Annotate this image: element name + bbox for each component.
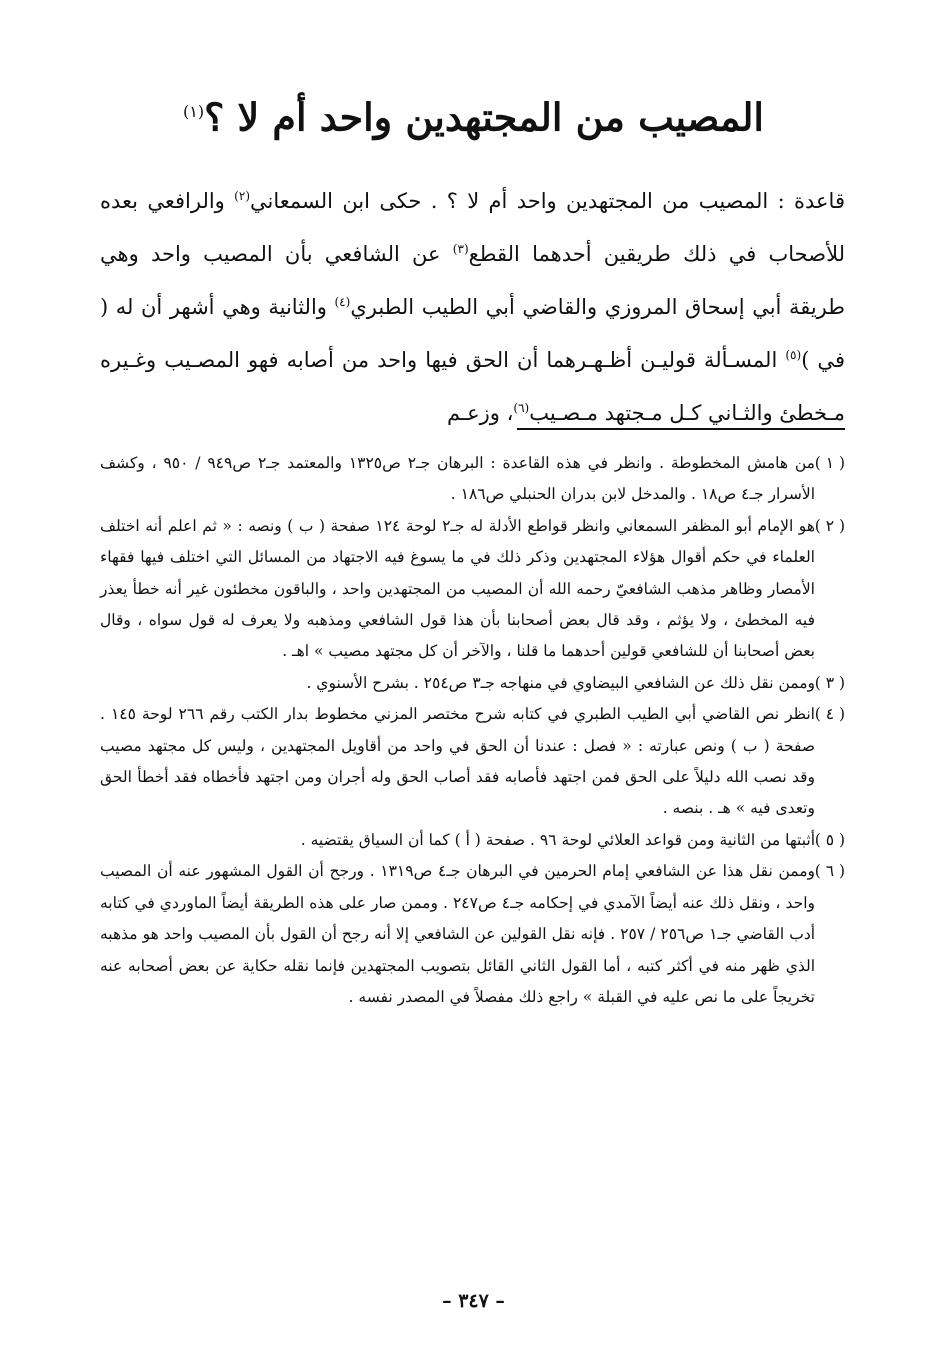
footnote-number: ( ٣ ) xyxy=(814,673,845,692)
footnote-line: أثبتها من الثانية ومن قواعد العلائي لوحة ٩٦ . صفحة ( أ ) كما أن السياق يقتضيه . xyxy=(300,830,815,849)
footnote-1 xyxy=(100,448,845,511)
footnote-line: الاجتهاد من المسائل التي اختلف فيها فقهاء الأمصار وظاهر مذهب الشافعيّ رحمه الله أن xyxy=(100,548,815,598)
footnote-2 xyxy=(100,511,845,668)
footnote-line: القولين عن الشافعي إلا أنه رجح أن القول بأن المصيب واحد هو مذهبه الذي ظهر منه في xyxy=(100,925,815,975)
footnote-line: المجتهدين ، وليس كل مجتهد مصيب وقد نصب الله دليلاً على الحق فمن اجتهد فأصابه فقد xyxy=(100,736,815,787)
footnote-line: هو الإمام أبو المظفر السمعاني وانظر قواطع الأدلة له جـ٢ لوحة ١٢٤ صفحة ( ب ) ونصه : xyxy=(237,516,815,535)
footnote-number: ( ٤ ) xyxy=(814,705,845,724)
footnote-ref: (٥) xyxy=(785,348,802,362)
footnote-line: من هامش المخطوطة . وانظر في هذه القاعدة : البرهان جـ٢ ص١٣٢٥ والمعتمد جـ٢ ص٩٤٩ xyxy=(207,454,815,472)
footnote-line: انظر نص القاضي أبي الطيب الطبري في كتابه شرح مختصر المزني مخطوط بدار الكتب رقم xyxy=(209,705,815,724)
footnote-ref: (٦) xyxy=(513,401,530,415)
footnote-ref: (٢) xyxy=(234,189,250,203)
footnote-5 xyxy=(100,825,845,856)
footnote-line: ٢٦٦ لوحة ١٤٥ . صفحة ( ب ) ونص عبارته : « فصل : عندنا أن الحق في واحد من أقاويل xyxy=(100,705,816,755)
main-line: له ( في )$^{(٥)}$ المسـألة قوليـن أظـهـرهما أن الحق فيها واحد من أصابه فهو xyxy=(100,295,845,372)
footnote-line: المصيب من المجتهدين واحد ، والباقون مخطئون غير أنه خطأ يعذر فيه المخطئ ، ولا يؤثم ، وقد xyxy=(100,579,816,630)
footnote-ref: (٤) xyxy=(334,295,351,309)
footnote-line: أصاب الحق وله أجران ومن اجتهد فأخطاه فقد أخطأ الحق وتعدى فيه » هـ . بنصه . xyxy=(100,768,815,818)
footnote-line: قال بعض أصحابنا بأن هذا قول الشافعي ومذهبه ولا يعرف له قول سواه ، وقال بعض xyxy=(100,611,815,661)
footnote-line: وممن نقل ذلك عن الشافعي البيضاوي في منهاجه جـ٣ ص٢٥٤ . بشرح الأسنوي . xyxy=(306,673,815,692)
footnote-line: تخريجاً على ما نص عليه في القبلة » راجع ذلك مفصلاً في المصدر نفسه . xyxy=(348,987,815,1006)
footnote-line: / ٩٥٠ ، وكشف الأسرار جـ٤ ص١٨ . والمدخل لابن بدران الحنبلي ص١٨٦ . xyxy=(100,454,815,504)
footnote-ref: (٣) xyxy=(452,242,469,256)
footnote-number: ( ١ ) xyxy=(814,454,845,472)
title-footnote-ref: (١) xyxy=(183,102,205,121)
main-line: بعده للأصحاب في ذلك طريقين أحدهما القطع$^{(٣)}$ عن الشافعي بأن المصيب واحد xyxy=(100,189,845,266)
footnote-line: وممن نقل هذا عن الشافعي إمام الحرمين في البرهان جـ٤ ص١٣١٩ . ورجح أن القول المشهور xyxy=(206,862,815,881)
footnote-3 xyxy=(100,668,845,699)
page-number: – ٣٤٧ – xyxy=(442,1290,505,1312)
main-text xyxy=(100,175,845,440)
title-text: المصيب من المجتهدين واحد أم لا ؟ xyxy=(204,94,764,140)
footnote-6 xyxy=(100,856,845,1013)
footnote-line: عنه أن المصيب واحد ، ونقل ذلك عنه أيضاً الآمدي في إحكامه جـ٤ ص٢٤٧ . وممن صار xyxy=(100,862,815,912)
footnote-number: ( ٢ ) xyxy=(814,516,845,535)
footnote-line: « ثم اعلم أنه اختلف العلماء في حكم أقوال هؤلاء المجتهدين وذكر ذلك في ما يسوغ فيه xyxy=(100,516,815,567)
footnote-separator xyxy=(517,428,845,430)
footnotes xyxy=(100,448,845,1013)
main-line: المصـيب وغـيره مـخطئ والثـاني كـل مـجتهد مـصـيب$^{(٦)}$، وزعـم xyxy=(100,348,845,425)
footnote-number: ( ٥ ) xyxy=(814,830,845,849)
main-line: وهي طريقة أبي إسحاق المروزي والقاضي أبي الطيب الطبري$^{(٤)}$ والثانية وهي أشهر أن xyxy=(100,242,845,319)
footnote-4 xyxy=(100,699,845,825)
footnote-line: أصحابنا أن للشافعي قولين أحدهما ما قلنا ، والآخر أن كل مجتهد مصيب » اهـ . xyxy=(282,642,780,661)
footnote-line: أكثر كتبه ، أما القول الثاني القائل بتصويب المجتهدين فإنما نقله حكاية عن بعض أصحابه عنه xyxy=(100,956,693,975)
page-title xyxy=(0,82,947,148)
footnote-number: ( ٦ ) xyxy=(814,862,845,881)
main-line: قاعدة : المصيب من المجتهدين واحد أم لا ؟ . حكى ابن السمعاني$^{(٢)}$ والرافعي xyxy=(147,189,845,213)
footnote-line: على هذه الطريقة أيضاً الماوردي في كتابه أدب القاضي جـ١ ص٢٥٦ / ٢٥٧ . فإنه نقل xyxy=(100,893,816,944)
